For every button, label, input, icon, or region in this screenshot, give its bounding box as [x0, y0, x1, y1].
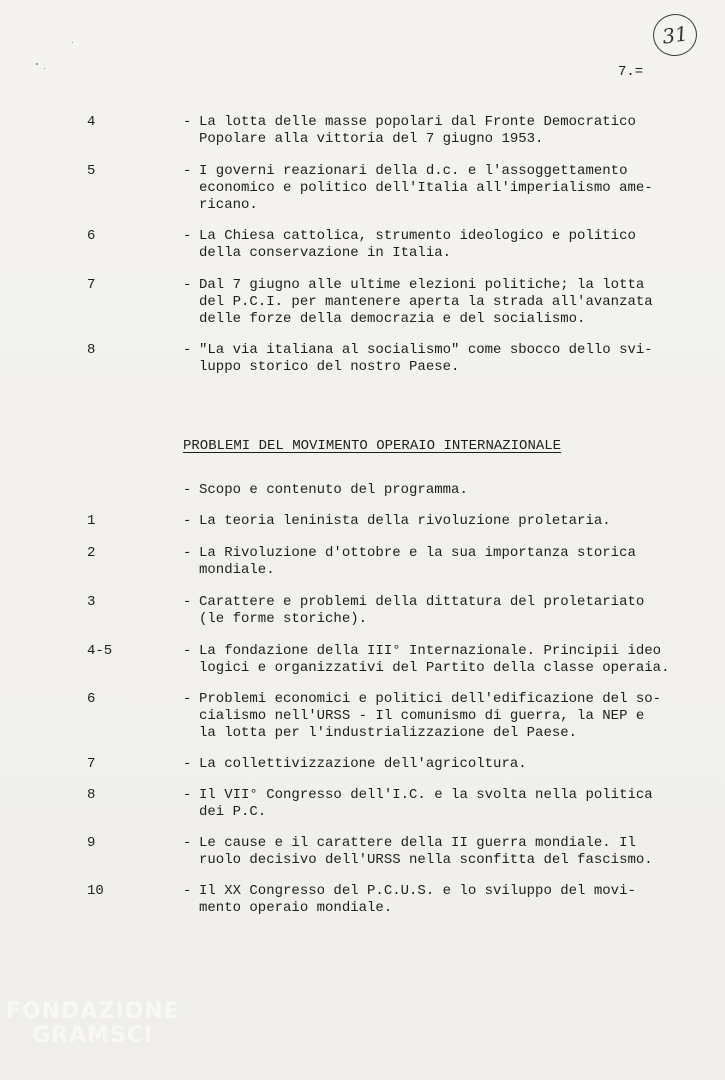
- item-text: Il XX Congresso del P.C.U.S. e lo sviluppo del movi- mento operaio mondiale.: [199, 883, 636, 916]
- archive-watermark: [6, 1000, 180, 1048]
- watermark-line-2: GRAMSCI: [32, 1023, 154, 1048]
- item-text: Le cause e il carattere della II guerra mondiale. Il ruolo decisivo dell'URSS nella sconfitta del fascismo.: [199, 835, 653, 868]
- archive-page-stamp: 31: [650, 11, 699, 59]
- item-number: 6: [87, 691, 96, 707]
- item-dash: -: [183, 482, 192, 498]
- item-number: 10: [87, 883, 104, 899]
- item-text: Problemi economici e politici dell'edificazione del so- cialismo nell'URSS - Il comunismo di guerra, la NEP e la lotta per l'industrializzazione del Paese.: [199, 691, 662, 741]
- item-dash: -: [183, 883, 192, 899]
- item-dash: -: [183, 643, 192, 659]
- watermark-line-1: FONDAZIONE: [6, 999, 180, 1024]
- section-heading: PROBLEMI DEL MOVIMENTO OPERAIO INTERNAZIONALE: [183, 438, 562, 454]
- item-text: La collettivizzazione dell'agricoltura.: [199, 756, 527, 772]
- item-dash: -: [183, 594, 192, 610]
- item-text: La lotta delle masse popolari dal Fronte Democratico Popolare alla vittoria del 7 giugno 1953.: [199, 114, 636, 147]
- item-number: 3: [87, 594, 96, 610]
- item-dash: -: [183, 691, 192, 707]
- item-dash: -: [183, 342, 192, 358]
- item-text: La Rivoluzione d'ottobre e la sua importanza storica mondiale.: [199, 545, 636, 578]
- item-dash: -: [183, 835, 192, 851]
- item-dash: -: [183, 787, 192, 803]
- item-text: Dal 7 giugno alle ultime elezioni politiche; la lotta del P.C.I. per mantenere aperta la strada all'avanzata delle forze della democrazia e del socialismo.: [199, 277, 653, 327]
- item-number: 2: [87, 545, 96, 561]
- item-number: 5: [87, 163, 96, 179]
- item-dash: -: [183, 277, 192, 293]
- paper-speck: [44, 68, 45, 69]
- item-dash: -: [183, 545, 192, 561]
- item-number: 4-5: [87, 643, 113, 659]
- item-text: Scopo e contenuto del programma.: [199, 482, 468, 498]
- item-dash: -: [183, 163, 192, 179]
- item-text: La Chiesa cattolica, strumento ideologico e politico della conservazione in Italia.: [199, 228, 636, 261]
- item-dash: -: [183, 114, 192, 130]
- item-text: Carattere e problemi della dittatura del proletariato (le forme storiche).: [199, 594, 645, 627]
- item-number: 7: [87, 277, 96, 293]
- item-number: 4: [87, 114, 96, 130]
- item-text: La teoria leninista della rivoluzione proletaria.: [199, 513, 611, 529]
- item-dash: -: [183, 228, 192, 244]
- item-number: 6: [87, 228, 96, 244]
- item-number: 9: [87, 835, 96, 851]
- paper-speck: [72, 42, 73, 43]
- item-text: Il VII° Congresso dell'I.C. e la svolta nella politica dei P.C.: [199, 787, 653, 820]
- item-number: 7: [87, 756, 96, 772]
- item-number: 8: [87, 342, 96, 358]
- item-text: I governi reazionari della d.c. e l'assoggettamento economico e politico dell'Italia all'imperialismo ame- ricano.: [199, 163, 653, 213]
- paper-speck: [36, 63, 38, 65]
- item-text: La fondazione della III° Internazionale. Principii ideo logici e organizzativi del Partito della classe operaia.: [199, 643, 670, 676]
- page-number: 7.=: [618, 64, 644, 80]
- item-text: "La via italiana al socialismo" come sbocco dello svi- luppo storico del nostro Paese.: [199, 342, 653, 375]
- item-dash: -: [183, 756, 192, 772]
- item-dash: -: [183, 513, 192, 529]
- item-number: 1: [87, 513, 96, 529]
- item-number: 8: [87, 787, 96, 803]
